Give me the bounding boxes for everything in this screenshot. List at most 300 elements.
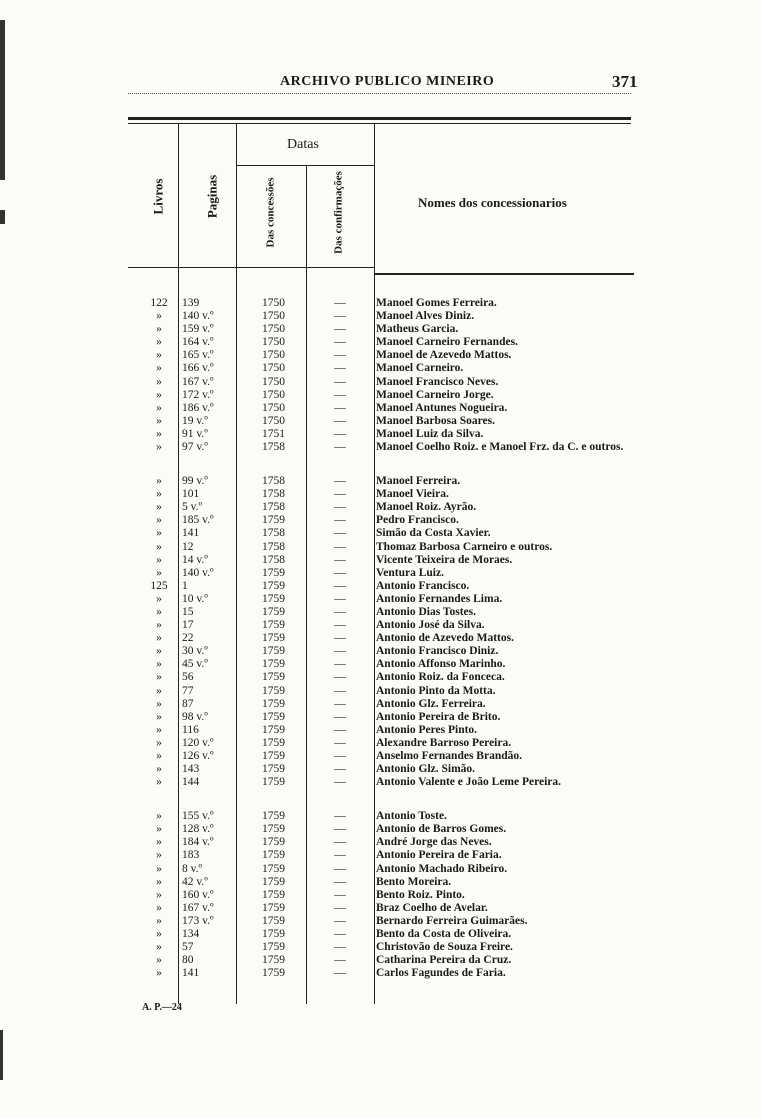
livro-cell: » [156,914,162,927]
header-rule [128,93,631,94]
livro-cell: » [156,310,162,323]
concessao-cell: 1758 [262,553,285,566]
nome-cell: Pedro Francisco. [376,514,459,527]
concessao-cell: 1759 [262,750,285,762]
table-row [130,711,630,724]
pagina-cell: 134 [182,928,200,941]
pagina-cell: 14 v.º [182,553,208,566]
confirmacao-cell: — [334,605,346,618]
nome-cell: Manoel Vieira. [376,488,449,501]
table-row [130,849,630,862]
table-row [130,685,630,698]
nome-cell: Antonio de Barros Gomes. [376,823,507,836]
concessao-cell: 1759 [262,710,285,723]
concessao-cell: 1758 [262,488,285,501]
nome-cell: André Jorge das Neves. [376,836,492,849]
nome-cell: Manoel Alves Diniz. [376,310,475,323]
livro-cell: » [156,566,162,579]
livro-cell: » [156,488,162,501]
pagina-cell: 126 v.º [182,750,214,762]
pagina-cell: 139 [182,297,200,309]
confirmacao-cell: — [334,671,346,684]
nome-cell: Antonio Glz. Ferreira. [376,697,486,710]
table-row [130,671,630,684]
nome-cell: Alexandre Barroso Pereira. [376,736,512,749]
livro-cell: » [156,475,162,488]
concessao-cell: 1759 [262,849,285,862]
nome-cell: Antonio Glz. Simão. [376,763,476,776]
table-row [130,580,630,593]
livro-cell: » [156,875,162,888]
nome-cell: Christovão de Souza Freire. [376,941,513,954]
nome-cell: Antonio Peres Pinto. [376,723,478,736]
table-row [130,475,630,488]
livro-cell: » [156,967,162,980]
header-bottom-rule [128,267,374,268]
concessao-cell: 1759 [262,901,285,914]
concessao-cell: 1750 [262,323,285,336]
livro-cell: » [156,501,162,514]
nome-cell: Antonio de Azevedo Mattos. [376,632,514,645]
pagina-cell: 144 [182,776,200,789]
confirmacao-cell: — [334,658,346,671]
confirmacao-cell: — [334,862,346,875]
pagina-cell: 57 [182,941,194,954]
nome-cell: Antonio Pereira de Brito. [376,710,501,723]
confirmacao-cell: — [334,763,346,776]
pagina-cell: 80 [182,954,194,967]
table-row [130,389,630,402]
pagina-cell: 120 v.º [182,736,214,749]
pagina-cell: 173 v.º [182,914,214,927]
pagina-cell: 30 v.º [182,645,208,658]
nome-cell: Bento Roiz. Pinto. [376,888,465,901]
concessao-cell: 1759 [262,941,285,954]
nome-cell: Matheus Garcia. [376,323,459,336]
confirmacao-cell: — [334,362,346,375]
livro-cell: » [156,723,162,736]
pagina-cell: 165 v.º [182,349,214,362]
pagina-cell: 172 v.º [182,388,214,401]
table-row [130,619,630,632]
concessao-cell: 1750 [262,310,285,323]
livro-cell: » [156,862,162,875]
nome-cell: Bernardo Ferreira Guimarães. [376,914,528,927]
nome-cell: Ventura Luiz. [376,566,444,579]
pagina-cell: 91 v.º [182,427,208,440]
pagina-cell: 167 v.º [182,901,214,914]
table-row [130,658,630,671]
header-paginas: Paginas [204,174,220,219]
table-row [130,297,630,310]
nome-cell: Manoel Gomes Ferreira. [376,297,497,309]
confirmacao-cell: — [334,553,346,566]
table-row [130,941,630,954]
table-row [130,928,630,941]
confirmacao-cell: — [334,414,346,427]
nome-cell: Braz Coelho de Avelar. [376,901,488,914]
pagina-cell: 141 [182,967,200,980]
table-row [130,810,630,823]
livro-cell: » [156,349,162,362]
livro-cell: » [156,888,162,901]
table-row [130,376,630,389]
nome-cell: Manoel de Azevedo Mattos. [376,349,512,362]
pagina-cell: 140 v.º [182,566,214,579]
concessao-cell: 1759 [262,697,285,710]
confirmacao-cell: — [334,967,346,980]
confirmacao-cell: — [334,914,346,927]
nome-cell: Bento da Costa de Oliveira. [376,928,512,941]
table-row [130,863,630,876]
livro-cell: » [156,901,162,914]
pagina-cell: 155 v.º [182,810,214,823]
concessao-cell: 1750 [262,297,285,309]
pagina-cell: 116 [182,723,199,736]
table-row [130,823,630,836]
table-row [130,750,630,763]
confirmacao-cell: — [334,514,346,527]
table-row [130,836,630,849]
table-row [130,336,630,349]
concessao-cell: 1759 [262,875,285,888]
livro-cell: » [156,414,162,427]
concessao-cell: 1759 [262,967,285,980]
livro-cell: » [156,592,162,605]
concessao-cell: 1750 [262,388,285,401]
table-row [130,915,630,928]
concessao-cell: 1759 [262,763,285,776]
concessao-cell: 1759 [262,954,285,967]
concessao-cell: 1759 [262,810,285,823]
concessao-cell: 1759 [262,776,285,789]
table-row [130,310,630,323]
page-number: 371 [612,72,638,91]
confirmacao-cell: — [334,776,346,789]
concessao-cell: 1750 [262,375,285,388]
nome-cell: Manoel Francisco Neves. [376,375,499,388]
confirmacao-cell: — [334,710,346,723]
pagina-cell: 184 v.º [182,836,214,849]
table-row [130,501,630,514]
concessao-cell: 1759 [262,836,285,849]
concessao-cell: 1750 [262,401,285,414]
scan-edge [0,1030,3,1080]
table-row [130,415,630,428]
livro-cell: » [156,710,162,723]
concessao-cell: 1759 [262,632,285,645]
livro-cell: » [156,645,162,658]
livro-cell: » [156,375,162,388]
pagina-cell: 97 v.º [182,441,208,454]
pagina-cell: 167 v.º [182,375,214,388]
nome-cell: Manoel Ferreira. [376,475,461,488]
confirmacao-cell: — [334,723,346,736]
concessao-cell: 1759 [262,605,285,618]
livro-cell: » [156,954,162,967]
pagina-cell: 5 v.º [182,501,203,514]
nome-cell: Bento Moreira. [376,875,452,888]
confirmacao-cell: — [334,388,346,401]
concessao-cell: 1758 [262,540,285,553]
livro-cell: » [156,632,162,645]
nome-cell: Antonio Machado Ribeiro. [376,862,508,875]
concessao-cell: 1750 [262,414,285,427]
table-row [130,527,630,540]
table-row [130,554,630,567]
livro-cell: 122 [150,297,168,309]
table-row [130,428,630,441]
confirmacao-cell: — [334,736,346,749]
livro-cell: » [156,362,162,375]
livro-cell: » [156,941,162,954]
table-row [130,514,630,527]
nome-cell: Manoel Roiz. Ayrão. [376,501,477,514]
pagina-cell: 19 v.º [182,414,208,427]
livro-cell: » [156,836,162,849]
livro-cell: » [156,441,162,454]
pagina-cell: 56 [182,671,194,684]
livro-cell: 125 [150,579,168,592]
pagina-cell: 159 v.º [182,323,214,336]
concessao-cell: 1759 [262,723,285,736]
pagina-cell: 140 v.º [182,310,214,323]
confirmacao-cell: — [334,579,346,592]
confirmacao-cell: — [334,297,346,309]
confirmacao-cell: — [334,592,346,605]
pagina-cell: 128 v.º [182,823,214,836]
table-row [130,724,630,737]
nome-cell: Manoel Carneiro Jorge. [376,388,494,401]
table-row [130,632,630,645]
confirmacao-cell: — [334,888,346,901]
pagina-cell: 143 [182,763,200,776]
scan-edge [0,210,5,224]
confirmacao-cell: — [334,750,346,762]
confirmacao-cell: — [334,823,346,836]
nome-cell: Antonio Affonso Marinho. [376,658,506,671]
table-row [130,567,630,580]
confirmacao-cell: — [334,427,346,440]
nome-cell: Anselmo Fernandes Brandão. [376,750,522,762]
livro-cell: » [156,336,162,349]
concessao-cell: 1759 [262,566,285,579]
concessao-cell: 1750 [262,349,285,362]
pagina-cell: 17 [182,619,194,632]
pagina-cell: 160 v.º [182,888,214,901]
concessao-cell: 1759 [262,671,285,684]
pagina-cell: 186 v.º [182,401,214,414]
nome-cell: Antonio Toste. [376,810,447,823]
table-row [130,541,630,554]
livro-cell: » [156,763,162,776]
concessao-cell: 1759 [262,579,285,592]
signature-mark: A. P.—24 [142,1002,182,1013]
nome-cell: Antonio Fernandes Lima. [376,592,503,605]
pagina-cell: 99 v.º [182,475,208,488]
concessao-cell: 1758 [262,475,285,488]
table-row [130,323,630,336]
header-das-confirmacoes: Das confirmações [332,171,345,254]
confirmacao-cell: — [334,928,346,941]
nome-cell: Manoel Coelho Roiz. e Manoel Frz. da C. e outros. [376,441,624,454]
table-row [130,889,630,902]
nome-cell: Antonio Francisco Diniz. [376,645,499,658]
table-row [130,606,630,619]
pagina-cell: 101 [182,488,200,501]
confirmacao-cell: — [334,441,346,454]
livro-cell: » [156,684,162,697]
pagina-cell: 8 v.º [182,862,203,875]
livro-cell: » [156,849,162,862]
header-nomes: Nomes dos concessionarios [418,195,567,210]
livro-cell: » [156,697,162,710]
concessao-cell: 1759 [262,823,285,836]
nome-cell: Manoel Carneiro. [376,362,464,375]
table-row [130,593,630,606]
confirmacao-cell: — [334,375,346,388]
pagina-cell: 77 [182,684,194,697]
concessao-cell: 1758 [262,501,285,514]
confirmacao-cell: — [334,619,346,632]
nome-cell: Catharina Pereira da Cruz. [376,954,512,967]
concessao-cell: 1758 [262,441,285,454]
table-row [130,488,630,501]
nome-cell: Antonio Pinto da Motta. [376,684,496,697]
nome-cell: Carlos Fagundes de Faria. [376,967,506,980]
livro-cell: » [156,776,162,789]
pagina-cell: 10 v.º [182,592,208,605]
table-row [130,902,630,915]
concessao-cell: 1751 [262,427,285,440]
confirmacao-cell: — [334,401,346,414]
nome-cell: Vicente Teixeira de Moraes. [376,553,513,566]
confirmacao-cell: — [334,697,346,710]
livro-cell: » [156,658,162,671]
confirmacao-cell: — [334,310,346,323]
table-row [130,402,630,415]
confirmacao-cell: — [334,475,346,488]
livro-cell: » [156,750,162,762]
concessao-cell: 1759 [262,658,285,671]
pagina-cell: 1 [182,579,188,592]
concessao-cell: 1759 [262,928,285,941]
confirmacao-cell: — [334,501,346,514]
nome-cell: Antonio Francisco. [376,579,470,592]
pagina-cell: 166 v.º [182,362,214,375]
concessao-cell: 1759 [262,619,285,632]
livro-cell: » [156,323,162,336]
nome-cell: Manoel Carneiro Fernandes. [376,336,518,349]
livro-cell: » [156,928,162,941]
nome-cell: Antonio Dias Tostes. [376,605,477,618]
table-row [130,645,630,658]
confirmacao-cell: — [334,954,346,967]
nome-cell: Manoel Antunes Nogueira. [376,401,508,414]
concession-rows [130,297,630,980]
running-header: ARCHIVO PUBLICO MINEIRO [280,74,495,89]
confirmacao-cell: — [334,323,346,336]
confirmacao-cell: — [334,527,346,540]
nome-cell: Antonio Pereira de Faria. [376,849,502,862]
concessao-cell: 1758 [262,527,285,540]
confirmacao-cell: — [334,836,346,849]
table-top-rule-thin [128,123,631,124]
table-row [130,954,630,967]
pagina-cell: 15 [182,605,194,618]
concessao-cell: 1759 [262,684,285,697]
table-row [130,967,630,980]
confirmacao-cell: — [334,901,346,914]
confirmacao-cell: — [334,810,346,823]
nome-cell: Antonio Roiz. da Fonceca. [376,671,505,684]
concessao-cell: 1759 [262,914,285,927]
table-row [130,763,630,776]
table-row [130,737,630,750]
livro-cell: » [156,514,162,527]
table-row [130,441,630,467]
confirmacao-cell: — [334,488,346,501]
livro-cell: » [156,540,162,553]
concessao-cell: 1759 [262,514,285,527]
confirmacao-cell: — [334,349,346,362]
livro-cell: » [156,553,162,566]
livro-cell: » [156,736,162,749]
nome-cell: Antonio José da Silva. [376,619,485,632]
table-row [130,776,630,802]
livro-cell: » [156,388,162,401]
confirmacao-cell: — [334,336,346,349]
pagina-cell: 45 v.º [182,658,208,671]
confirmacao-cell: — [334,849,346,862]
concessao-cell: 1759 [262,645,285,658]
livro-cell: » [156,671,162,684]
livro-cell: » [156,427,162,440]
pagina-cell: 164 v.º [182,336,214,349]
pagina-cell: 185 v.º [182,514,214,527]
concessao-cell: 1759 [262,888,285,901]
livro-cell: » [156,810,162,823]
livro-cell: » [156,605,162,618]
table-row [130,362,630,375]
pagina-cell: 98 v.º [182,710,208,723]
confirmacao-cell: — [334,875,346,888]
header-datas: Datas [287,137,319,152]
nome-cell: Manoel Luiz da Silva. [376,427,484,440]
header-livros: Livros [150,178,166,215]
confirmacao-cell: — [334,540,346,553]
livro-cell: » [156,527,162,540]
pagina-cell: 87 [182,697,194,710]
concessao-cell: 1759 [262,862,285,875]
pagina-cell: 12 [182,540,194,553]
pagina-cell: 141 [182,527,200,540]
nome-cell: Simão da Costa Xavier. [376,527,491,540]
pagina-cell: 183 [182,849,200,862]
concessao-cell: 1759 [262,736,285,749]
livro-cell: » [156,619,162,632]
nome-cell: Manoel Barbosa Soares. [376,414,495,427]
table-top-rule [128,117,631,120]
confirmacao-cell: — [334,566,346,579]
table-row [130,876,630,889]
nome-cell: Thomaz Barbosa Carneiro e outros. [376,540,553,553]
confirmacao-cell: — [334,941,346,954]
livro-cell: » [156,401,162,414]
header-bottom-rule-right [374,273,634,275]
confirmacao-cell: — [334,684,346,697]
header-das-concessoes: Das concessões [264,177,277,248]
